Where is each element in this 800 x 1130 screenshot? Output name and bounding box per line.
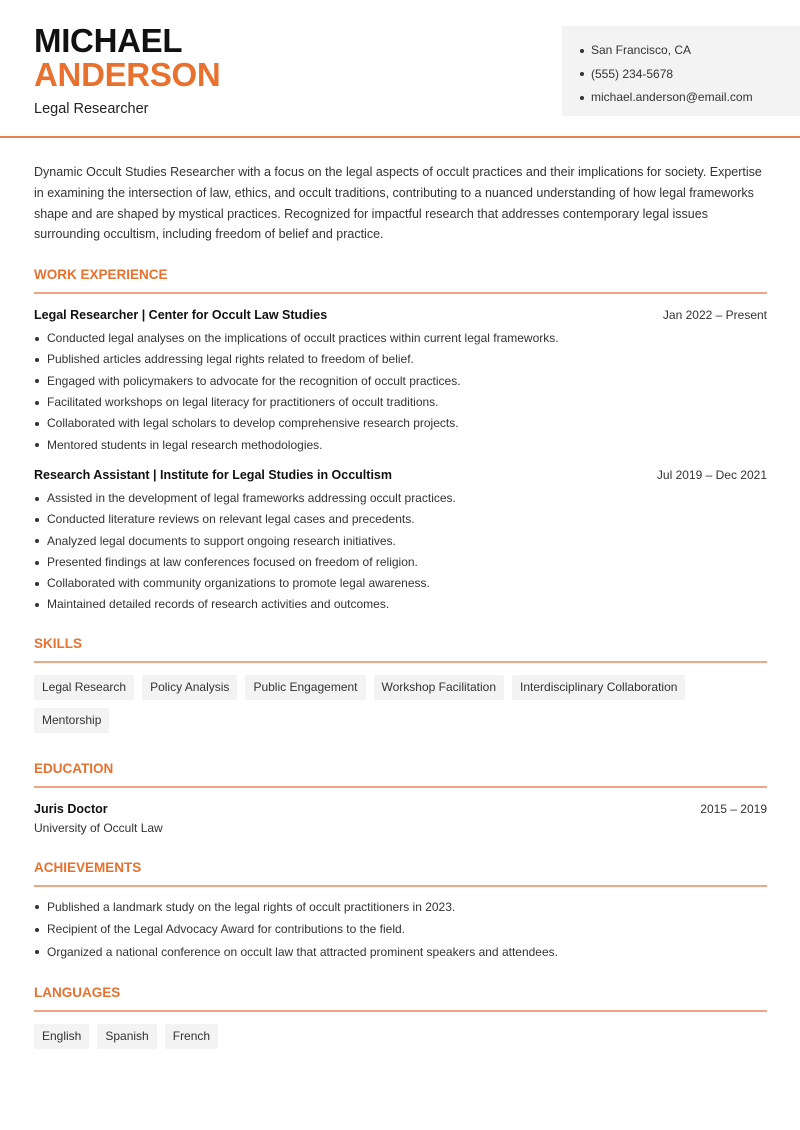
skill-tag: Workshop Facilitation	[374, 675, 505, 700]
list-item: Collaborated with community organizations to promote legal awareness.	[34, 573, 767, 594]
job-bullets	[34, 488, 767, 616]
list-item: Organized a national conference on occult law that attracted prominent speakers and attendees.	[34, 941, 767, 964]
bullet-icon	[580, 49, 584, 53]
bullet-icon	[580, 96, 584, 100]
skill-tag: Legal Research	[34, 675, 134, 700]
first-name: MICHAEL	[34, 22, 183, 59]
bullet-icon	[35, 561, 39, 565]
job-title: Legal Researcher	[34, 101, 149, 117]
bullet-icon	[35, 497, 39, 501]
bullet-icon	[35, 950, 39, 954]
list-item: Engaged with policymakers to advocate for the recognition of occult practices.	[34, 371, 767, 392]
list-item: Analyzed legal documents to support ongoing research initiatives.	[34, 531, 767, 552]
bullet-icon	[35, 928, 39, 932]
languages-list	[34, 1024, 767, 1049]
skill-tag: Interdisciplinary Collaboration	[512, 675, 685, 700]
resume-header	[0, 0, 800, 138]
list-item: Conducted legal analyses on the implications of occult practices within current legal frameworks.	[34, 328, 767, 349]
bullet-icon	[35, 905, 39, 909]
skill-tag: Policy Analysis	[142, 675, 237, 700]
section-title-achievements: ACHIEVEMENTS	[34, 860, 767, 887]
education-dates: 2015 – 2019	[700, 801, 767, 816]
job-entry	[34, 308, 767, 456]
list-item: Maintained detailed records of research activities and outcomes.	[34, 594, 767, 615]
school: University of Occult Law	[34, 820, 163, 835]
language-tag: Spanish	[97, 1024, 156, 1049]
language-tag: English	[34, 1024, 89, 1049]
list-item: Presented findings at law conferences focused on freedom of religion.	[34, 552, 767, 573]
location-text: San Francisco, CA	[591, 43, 692, 57]
skill-tag: Mentorship	[34, 708, 109, 733]
bullet-icon	[35, 603, 39, 607]
job-dates: Jul 2019 – Dec 2021	[656, 467, 767, 482]
email-link[interactable]: michael.anderson@email.com	[591, 90, 753, 104]
section-title-work: WORK EXPERIENCE	[34, 267, 767, 294]
summary: Dynamic Occult Studies Researcher with a focus on the legal aspects of occult practices and their implications for society. Expertise in examining the intersection of law, ethics, and occult traditions, contributing to a nuanced understanding of how legal frameworks shape and are shaped by mystical practices. Recognized for impactful research that addresses contemporary legal issues surrounding occultism, including freedom of belief and practice.	[34, 165, 762, 242]
last-name: ANDERSON	[34, 56, 221, 93]
language-tag: French	[165, 1024, 218, 1049]
job-role: Legal Researcher | Center for Occult Law Studies	[34, 308, 328, 323]
degree: Juris Doctor	[34, 801, 108, 816]
job-entry	[34, 468, 767, 616]
bullet-icon	[35, 401, 39, 405]
skills-list	[34, 675, 767, 733]
section-title-skills: SKILLS	[34, 636, 767, 663]
education-entry	[34, 802, 767, 835]
bullet-icon	[35, 518, 39, 522]
job-bullets	[34, 328, 767, 456]
list-item: Collaborated with legal scholars to develop comprehensive research projects.	[34, 413, 767, 434]
skill-tag: Public Engagement	[245, 675, 365, 700]
contact-phone	[580, 63, 800, 87]
list-item: Facilitated workshops on legal literacy for practitioners of occult traditions.	[34, 392, 767, 413]
name-block	[34, 24, 220, 117]
phone-text: (555) 234-5678	[591, 66, 674, 81]
achievements-list	[34, 896, 767, 964]
bullet-icon	[35, 337, 39, 341]
job-role: Research Assistant | Institute for Legal Studies in Occultism	[34, 467, 392, 482]
list-item: Mentored students in legal research methodologies.	[34, 435, 767, 456]
contact-box	[562, 26, 800, 116]
section-title-education: EDUCATION	[34, 761, 767, 788]
bullet-icon	[35, 582, 39, 586]
section-title-languages: LANGUAGES	[34, 985, 767, 1012]
list-item: Published articles addressing legal rights related to freedom of belief.	[34, 349, 767, 370]
list-item: Published a landmark study on the legal rights of occult practitioners in 2023.	[34, 896, 767, 919]
resume-body	[34, 162, 767, 1049]
bullet-icon	[35, 422, 39, 426]
list-item: Recipient of the Legal Advocacy Award for contributions to the field.	[34, 918, 767, 941]
bullet-icon	[35, 358, 39, 362]
bullet-icon	[35, 539, 39, 543]
contact-email[interactable]	[580, 86, 800, 110]
contact-location	[580, 39, 800, 63]
list-item: Conducted literature reviews on relevant legal cases and precedents.	[34, 509, 767, 530]
list-item: Assisted in the development of legal frameworks addressing occult practices.	[34, 488, 767, 509]
bullet-icon	[580, 72, 584, 76]
bullet-icon	[35, 443, 39, 447]
bullet-icon	[35, 379, 39, 383]
job-dates: Jan 2022 – Present	[662, 308, 767, 323]
